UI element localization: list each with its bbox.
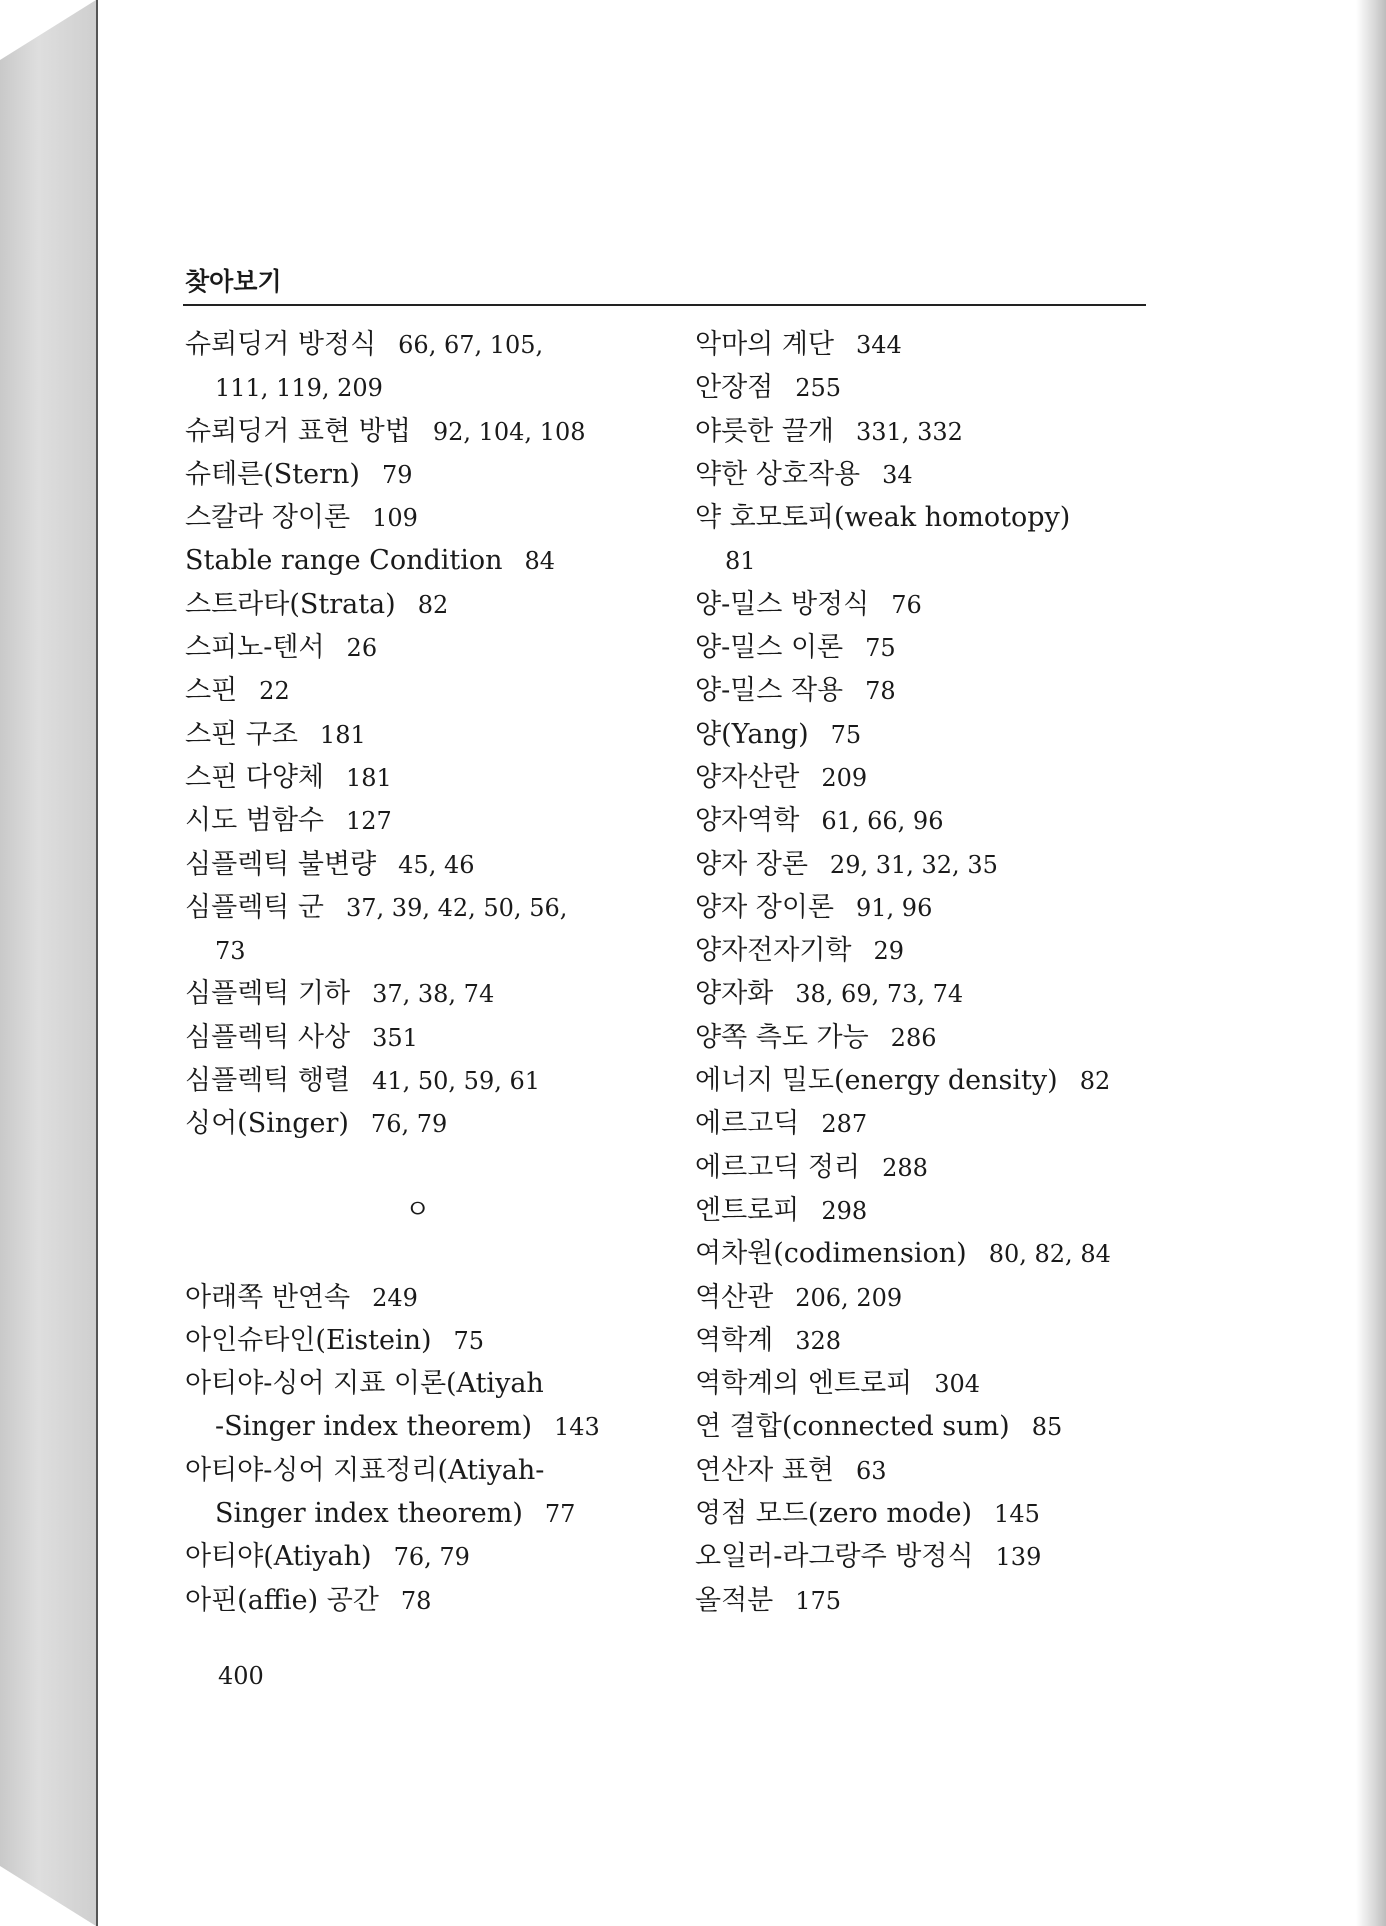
index-entry (695, 1449, 1255, 1492)
index-term: 아래쪽 반연속 (185, 1281, 351, 1313)
index-page-refs: 344 (856, 331, 902, 359)
index-entry-continuation (185, 1405, 670, 1448)
index-entry (185, 626, 670, 669)
index-entry (695, 453, 1255, 496)
index-term: -Singer index theorem) (215, 1411, 532, 1443)
section-spacer (185, 1146, 670, 1189)
index-page-refs: 255 (795, 374, 842, 403)
index-term: 심플렉틱 행렬 (185, 1065, 351, 1097)
index-entry (695, 1016, 1255, 1059)
index-entry (695, 1535, 1255, 1578)
index-entry (695, 410, 1255, 453)
index-page-refs: 63 (856, 1456, 887, 1485)
index-page-refs: 331, 332 (856, 417, 963, 446)
index-term: 양자 장이론 (695, 891, 834, 923)
index-column-left (185, 323, 670, 1622)
book-spine (0, 0, 96, 1926)
index-page-refs: 76, 79 (370, 1110, 448, 1139)
book-spine-bottom-corner (0, 1866, 96, 1926)
index-entry (185, 1449, 670, 1492)
index-term: 양(Yang) (695, 718, 809, 750)
index-page-refs: 73 (215, 937, 246, 966)
index-term: 아핀(affie) 공간 (185, 1584, 379, 1616)
index-term: 역산관 (695, 1281, 774, 1313)
index-page-refs: 109 (372, 504, 418, 533)
index-page-refs: 76, 79 (393, 1543, 470, 1572)
index-term: 스핀 (185, 675, 238, 707)
index-term: 양자화 (695, 978, 774, 1010)
index-term: 연 결합(connected sum) (695, 1411, 1010, 1443)
index-page-refs: 298 (821, 1196, 868, 1225)
index-page-refs: 288 (882, 1153, 928, 1182)
section-spacer (185, 1232, 670, 1275)
index-entry (695, 323, 1255, 366)
index-term: 스핀 다양체 (185, 761, 324, 793)
index-term: 악마의 계단 (695, 329, 834, 360)
index-entry (185, 756, 670, 799)
index-term: Singer index theorem) (215, 1498, 523, 1530)
index-term: 양-밀스 이론 (695, 632, 844, 664)
index-term: 에너지 밀도(energy density) (695, 1065, 1058, 1097)
index-page-refs: 139 (995, 1543, 1042, 1572)
index-entry (185, 453, 670, 496)
index-entry (695, 1579, 1255, 1622)
index-page-refs: 286 (890, 1023, 937, 1052)
index-page-refs: 304 (934, 1370, 981, 1399)
index-page-refs: 38, 69, 73, 74 (795, 980, 964, 1009)
index-page-refs: 37, 38, 74 (372, 980, 495, 1009)
index-entry (695, 1319, 1255, 1362)
index-page-refs: 61, 66, 96 (821, 807, 944, 836)
index-page-refs: 181 (346, 763, 392, 792)
index-term: 에르고딕 (695, 1108, 800, 1140)
index-page-refs: 75 (865, 634, 896, 663)
index-entry (695, 929, 1255, 972)
index-term: 심플렉틱 사상 (185, 1021, 351, 1053)
index-page-refs: 82 (1079, 1067, 1111, 1096)
index-term: 스핀 구조 (185, 718, 298, 750)
page-number: 400 (218, 1662, 264, 1690)
index-term: 여차원(codimension) (695, 1238, 967, 1270)
index-entry (695, 496, 1255, 539)
index-term: 아티야-싱어 지표 이론(Atiyah (185, 1368, 544, 1400)
index-term: 연산자 표현 (695, 1454, 834, 1486)
index-entry (695, 583, 1255, 626)
index-term: 슈뢰딩거 방정식 (185, 329, 377, 360)
index-entry (695, 1276, 1255, 1319)
index-page-refs: 249 (372, 1283, 418, 1312)
index-entry (695, 1362, 1255, 1405)
index-entry (185, 496, 670, 539)
index-page-refs: 206, 209 (795, 1283, 903, 1312)
index-page-refs: 78 (865, 677, 896, 706)
index-term: 심플렉틱 기하 (185, 978, 351, 1010)
index-entry-continuation (185, 366, 670, 409)
header-rule (183, 304, 1146, 306)
index-page-refs: 79 (381, 460, 413, 489)
index-entry (185, 1059, 670, 1102)
index-term: 슈뢰딩거 표현 방법 (185, 415, 411, 447)
index-term: 에르고딕 정리 (695, 1151, 861, 1183)
index-term: 양자산란 (695, 761, 800, 793)
index-page-refs: 111, 119, 209 (215, 374, 383, 403)
index-term: 싱어(Singer) (185, 1108, 349, 1140)
index-entry (185, 410, 670, 453)
index-entry (695, 366, 1255, 409)
index-entry (695, 1492, 1255, 1535)
index-entry (695, 1059, 1255, 1102)
index-term: 아인슈타인(Eistein) (185, 1324, 432, 1356)
index-term: 약한 상호작용 (695, 458, 861, 490)
index-term: 스칼라 장이론 (185, 502, 351, 534)
index-term: Stable range Condition (185, 545, 503, 577)
index-term: 아티야(Atiyah) (185, 1541, 372, 1573)
index-entry (185, 539, 670, 582)
index-term: 심플렉틱 군 (185, 891, 324, 923)
index-term: 약 호모토피(weak homotopy) (695, 502, 1071, 534)
index-page-refs: 82 (417, 590, 449, 619)
index-term: 역학계 (695, 1324, 774, 1356)
index-entry (185, 713, 670, 756)
index-page-refs: 34 (882, 460, 913, 489)
index-page-refs: 81 (725, 547, 756, 576)
index-page-refs: 351 (372, 1023, 418, 1052)
index-term: 아티야-싱어 지표정리(Atiyah- (185, 1454, 545, 1486)
index-entry (695, 799, 1255, 842)
index-term: 영점 모드(zero mode) (695, 1498, 973, 1530)
index-entry (185, 1276, 670, 1319)
index-entry (695, 1102, 1255, 1145)
index-page-refs: 66, 67, 105, (398, 331, 544, 359)
index-page-refs: 84 (524, 547, 556, 576)
index-term: 양-밀스 방정식 (695, 588, 870, 620)
index-entry (185, 799, 670, 842)
index-entry (185, 1579, 670, 1622)
index-page-refs: 75 (453, 1326, 485, 1355)
index-page-refs: 91, 96 (856, 893, 933, 922)
index-entry-continuation (185, 929, 670, 972)
index-term: 역학계의 엔트로피 (695, 1368, 913, 1400)
book-spine-top-corner (0, 0, 96, 60)
index-entry (185, 1362, 670, 1405)
index-term: 시도 범함수 (185, 805, 324, 837)
index-term: 심플렉틱 불변량 (185, 848, 377, 880)
index-entry (185, 972, 670, 1015)
index-entry (185, 843, 670, 886)
index-page-refs: 143 (554, 1413, 600, 1442)
index-entry (695, 713, 1255, 756)
index-entry (695, 1405, 1255, 1448)
index-entry (185, 1319, 670, 1362)
index-page-refs: 37, 39, 42, 50, 56, (346, 893, 568, 922)
index-entry (695, 886, 1255, 929)
index-entry (695, 972, 1255, 1015)
index-page-refs: 75 (830, 720, 862, 749)
index-page-refs: 85 (1031, 1413, 1063, 1442)
index-entry (185, 583, 670, 626)
index-page-refs: 127 (346, 807, 392, 836)
index-term: 스피노-텐서 (185, 632, 325, 664)
index-entry (695, 1232, 1255, 1275)
index-entry (695, 1146, 1255, 1189)
index-page-refs: 29, 31, 32, 35 (829, 850, 998, 879)
index-page-refs: 76 (891, 590, 922, 619)
index-entry (185, 886, 670, 929)
index-page-refs: 328 (795, 1326, 842, 1355)
index-page-refs: 45, 46 (398, 850, 475, 879)
index-page-refs: 29 (873, 937, 905, 966)
index-page-refs: 175 (795, 1586, 842, 1615)
index-entry (695, 843, 1255, 886)
index-term: 스트라타(Strata) (185, 588, 396, 620)
index-entry (185, 323, 670, 366)
index-column-right (695, 323, 1255, 1622)
page-edge (1356, 0, 1386, 1926)
index-entry-continuation (185, 1492, 670, 1535)
section-letter: ㅇ (405, 1194, 431, 1225)
index-page-refs: 287 (821, 1110, 868, 1139)
index-title: 찾아보기 (185, 267, 282, 296)
index-page-refs: 92, 104, 108 (432, 417, 586, 446)
index-entry (185, 1016, 670, 1059)
index-entry (185, 669, 670, 712)
index-entry (695, 669, 1255, 712)
index-page-refs: 77 (544, 1500, 576, 1529)
index-page-refs: 26 (346, 634, 378, 663)
index-page-refs: 181 (319, 720, 366, 749)
index-term: 양자 장론 (695, 848, 808, 880)
index-page-refs: 22 (259, 677, 290, 706)
index-term: 안장점 (695, 372, 774, 404)
index-page-refs: 78 (400, 1586, 432, 1615)
index-entry (695, 626, 1255, 669)
index-term: 엔트로피 (695, 1194, 800, 1226)
index-page-refs: 145 (994, 1500, 1040, 1529)
index-term: 슈테른(Stern) (185, 458, 360, 490)
index-term: 양-밀스 작용 (695, 675, 844, 707)
index-term: 올적분 (695, 1584, 774, 1616)
index-term: 야릇한 끌개 (695, 415, 834, 447)
index-entry (695, 756, 1255, 799)
index-page-refs: 209 (821, 763, 868, 792)
index-entry (185, 1102, 670, 1145)
index-page-refs: 80, 82, 84 (988, 1240, 1111, 1269)
index-entry (695, 1189, 1255, 1232)
index-term: 오일러-라그랑주 방정식 (695, 1541, 974, 1573)
index-term: 양쪽 측도 가능 (695, 1021, 869, 1053)
index-entry-continuation (695, 539, 1255, 582)
index-page-refs: 41, 50, 59, 61 (372, 1067, 541, 1096)
index-term: 양자전자기학 (695, 935, 852, 967)
index-term: 양자역학 (695, 805, 800, 837)
index-entry (185, 1535, 670, 1578)
